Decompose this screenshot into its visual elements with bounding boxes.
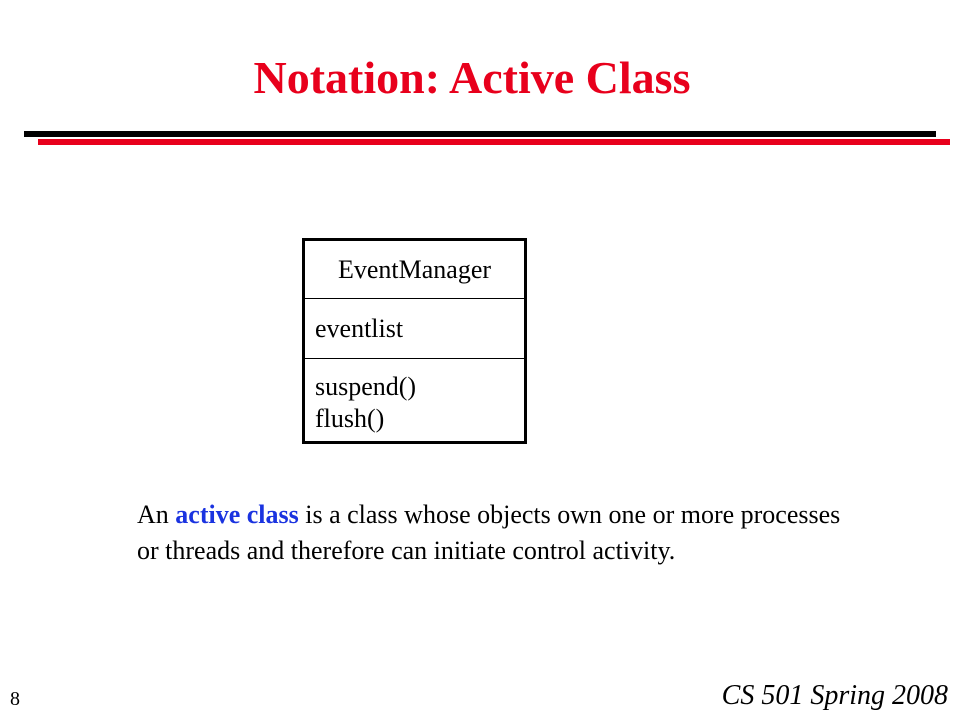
page-number: 8	[10, 688, 20, 710]
class-attribute: eventlist	[315, 314, 404, 343]
footer-course: CS 501 Spring 2008	[721, 680, 948, 711]
title-rule-red	[38, 139, 950, 145]
title-rule-black	[24, 131, 936, 137]
slide-title: Notation: Active Class	[253, 52, 691, 103]
description-text	[137, 497, 857, 569]
class-name-section	[305, 241, 524, 299]
description-prefix: An	[137, 500, 169, 529]
class-operations-section	[305, 359, 524, 441]
description-suffix: is a class whose objects own one or more processes or threads and therefore can initiate control activity.	[137, 500, 841, 565]
class-operation: flush()	[315, 404, 385, 433]
class-attributes-section	[305, 299, 524, 359]
class-box	[302, 238, 527, 444]
class-name: EventManager	[337, 255, 492, 284]
class-operation: suspend()	[315, 372, 417, 401]
description-highlight: active class	[175, 500, 299, 529]
